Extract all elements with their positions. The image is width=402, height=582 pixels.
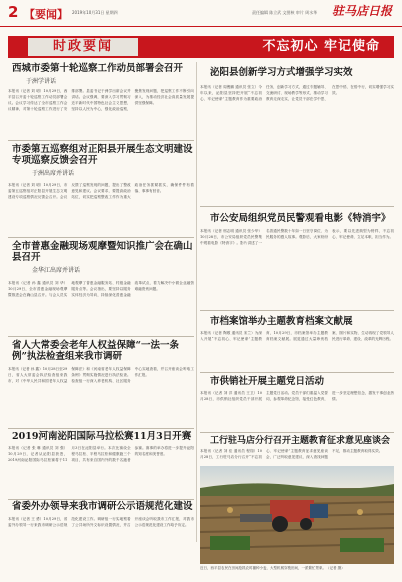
farm-photo (200, 466, 394, 564)
article-headline: 省委外办领导来我市调研公示语规范化建设 (12, 501, 193, 512)
divider (200, 432, 394, 433)
article-headline: 2019河南泌阳国际马拉松赛11月3日开赛 (12, 431, 192, 442)
divider (8, 499, 194, 500)
article-headline: 市委第五巡察组对正阳县开展生态文明建设专项巡察反馈会召开 (12, 144, 193, 166)
article-subhead: 金华江出席并讲话 (32, 266, 81, 274)
photo-caption: 近日，西平县农民在田间抢抓农时播种小麦，大型机械穿梭田间，一派繁忙景象。（记者 摄） (200, 566, 345, 570)
article-headline: 省人大常委会老年人权益保障“一法一条例”执法检查组来我市调研 (12, 340, 179, 362)
article-body: 本报讯（记者 陶敬 通讯员 宋兰）为深入开展“不忘初心、牢记使命”主题教育，10月29日，市档案馆举办主题教育档案文献展。展览通过大量珍贵档案、图片和实物，生动再现了党领导人民进行革命、建设、改革的光辉历程。 (200, 331, 394, 341)
column-divider (196, 62, 197, 542)
article-body: 本报讯（记者 刘 佳 通讯员 程翔）10月28日，工行驻马店分行召开“不忘初心、牢记使命”主题教育征求意见座谈会，广泛听取意见建议，深入查找问题不足，推动主题教育取得实效。 (200, 449, 383, 459)
divider (8, 237, 194, 238)
article-body: 本报讯（记者 孙 鑫 通讯员 刘 华）10月29日，全市普惠金融现场观摩暨推进会在确山县召开。与会人员实地观摩了普惠金融服务站、村级金融服务点等。会议指出，要坚持以服务实体经济为导向，持续深化普惠金融改革试点，着力解决中小微企业融资难融资贵问题。 (8, 281, 194, 297)
article-7 (210, 68, 390, 79)
article-body: 本报讯（记者 孙 鑫）10月28日至29日，省人大常委会执法检查组来我市，对《中华人民共和国老年人权益保障法》和《河南省老年人权益保障条例》贯彻实施情况进行执法检查。检查组一行深入养老机构、社区服务中心实地查看，并召开座谈会听取工作汇报。 (8, 367, 194, 383)
page-number: 2 (8, 3, 19, 21)
article-body: 本报讯（记者 刘 明）10月29日，西平县召开委十轮巡察工作动员部署会议。会议学习传达了全市巡察工作会议精神，对第十轮巡察工作进行了安排部署。县委书记于洲学出席会议并讲话。会议强调，要深入学习贯彻习近平新时代中国特色社会主义思想，坚持以人民为中心，强化政治巡察，聚焦发现问题，把巡察工作不断引向深入，为推动经济社会高质量发展提供坚强保障。 (8, 89, 194, 111)
article-body: 本报讯（记者 王 勇）10月29日，省委外办领导一行来我市调研公示语规范化建设工作。调研组一行实地察看了公共场所外文标识设置情况，并召开座谈会听取我市工作汇报，对我市公示语规范化建设工作给予肯定。 (8, 517, 194, 527)
newspaper-logo: 驻马店日报 (332, 4, 393, 18)
article-3 (12, 242, 194, 274)
banner-title: 时政要闻 (28, 38, 138, 56)
editors-line: 责任编辑 陈立武 文图核 审片 周水华 (252, 10, 318, 15)
article-headline: 市档案馆举办主题教育档案文献展 (210, 316, 353, 327)
article-2 (12, 145, 194, 177)
article-6 (12, 502, 194, 513)
article-10 (210, 377, 390, 388)
article-subhead: 于洲学讲话 (26, 77, 57, 85)
banner-slogan: 不忘初心 牢记使命 (262, 39, 380, 54)
article-subhead: 于洲出席并讲话 (32, 169, 75, 177)
article-1 (12, 64, 194, 85)
article-body: 本报讯（记者 刘 明）10月29日，市委第五巡察组对正阳县开展生态文明建设专项巡察情况反馈会召开。会议反馈了巡察发现的问题，提出了整改意见和建议。会议要求，要提高政治站位，切实把巡察整改工作作为重大政治任务抓紧抓实，确保件件有着落、事事有回音。 (8, 183, 194, 199)
article-4 (12, 341, 194, 363)
article-headline: 工行驻马店分行召开主题教育征求意见座谈会 (210, 436, 391, 446)
divider (8, 428, 194, 429)
article-5 (12, 432, 194, 443)
article-headline: 市供销社开展主题党日活动 (210, 376, 325, 387)
article-9 (210, 317, 390, 328)
divider (200, 206, 394, 207)
article-headline: 全市普惠金融现场观摩暨知识推广会在确山县召开 (12, 241, 193, 263)
article-headline: 泌阳县创新学习方式增强学习实效 (210, 67, 353, 78)
article-body: 本报讯（记者 刘 洋 通讯员 王卫）10月28日，市供销社组织党员干部开展主题党日活动。党员干部们重温入党誓词，参观革命纪念馆，接受红色教育，进一步坚定理想信念，激发干事创业热情。 (200, 391, 394, 401)
article-headline: 西城市委第十轮巡察工作动员部署会召开 (12, 63, 184, 74)
section-label: 【要闻】 (24, 8, 68, 21)
article-8 (210, 214, 390, 225)
article-body: 本报讯（记者 邢志明 通讯员 张少华）10月28日，市公安局组织党员民警集中观看电影《特消宇》。影片讲述了一名普通民警数十年如一日坚守岗位、为民服务的感人故事。观影后，大家纷纷表示，要以先进典型为榜样，不忘初心、牢记使命，立足本职，担当作为。 (200, 229, 394, 245)
divider (200, 310, 394, 311)
article-body: 本报讯（记者 张 琳 通讯员 刘 强）10月29日，记者从泌阳县获悉，2019河南泌阳国际马拉松赛将于11月3日在泌阳县举行。本次比赛设全程马拉松、半程马拉松和健康跑三个项目，共有来自国内外的数千名跑者参赛。赛事的举办将进一步提升泌阳的知名度和美誉度。 (8, 446, 194, 462)
section-banner (8, 36, 394, 58)
divider (8, 336, 194, 337)
article-headline: 市公安局组织党员民警观看电影《特消宇》 (210, 213, 391, 224)
divider (8, 140, 194, 141)
divider (200, 372, 394, 373)
issue-date: 2019年10月31日 星期四 (72, 10, 118, 15)
article-body: 本报讯（记者 周俊鹏 通讯员 张立）今年以来，泌阳县坚持把开展“不忘初心、牢记使命”主题教育作为重要政治任务，创新学习方式，通过专题辅导、交流研讨、现场教学等形式，推动学习教育走深走实，让党员干部在学中思、在思中悟、在悟中行，切实增强学习实效。 (200, 85, 394, 101)
article-11 (210, 436, 394, 446)
